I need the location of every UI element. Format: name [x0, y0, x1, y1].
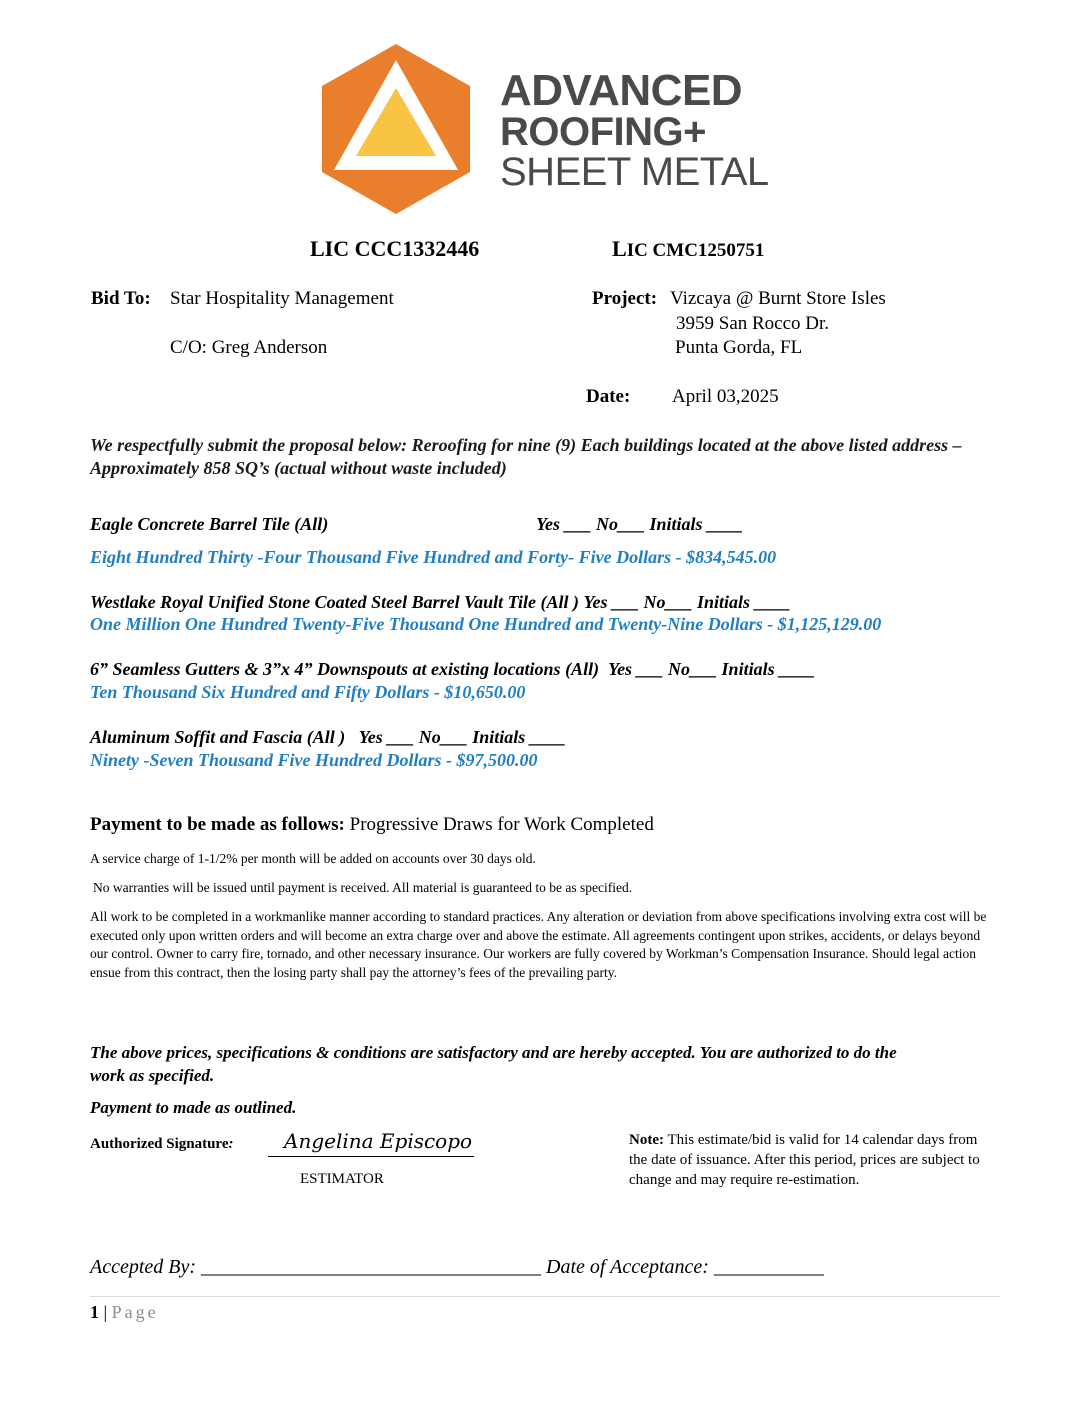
item-westlake-tile-options: Yes ___ No___ Initials ____ [583, 592, 791, 612]
item-westlake-tile-price: One Million One Hundred Twenty-Five Thousand One Hundred and Twenty-Nine Dollars - $1,125,129.00 [90, 614, 882, 634]
bid-to-label: Bid To: [91, 288, 151, 309]
authorized-signature-label: Authorized Signature: [90, 1136, 234, 1152]
signature-script: Angelina Episcopo [284, 1129, 473, 1153]
logo-text-roofing: ROOFING+ [500, 110, 707, 154]
item-eagle-tile-name: Eagle Concrete Barrel Tile (All) [90, 514, 329, 534]
terms-text: All work to be completed in a workmanlike manner according to standard practices. Any alteration or deviation from above specifications involving extra cost will be executed only upon written orders and will become an extra charge over and above the estimate. All agreements contingent upon strikes, accidents, or delays beyond our control. Owner to carry fire, tornado, and other necessary insurance. Our workers are fully covered by Workman’s Compensation Insurance. Should legal action ensue from this contract, then the losing party shall pay the attorney’s fees of the prevailing party. [90, 909, 987, 980]
bid-to-care-of: C/O: Greg Anderson [170, 337, 328, 358]
project-name: Vizcaya @ Burnt Store Isles [670, 288, 886, 309]
license-ccc: LIC CCC1332446 [310, 236, 480, 261]
warranty-text: No warranties will be issued until payment is received. All material is guaranteed to be as specified. [93, 880, 633, 895]
date-value: April 03,2025 [672, 386, 779, 407]
payment-terms-heading: Payment to be made as follows: Progressive Draws for Work Completed [90, 814, 654, 835]
footer-divider [90, 1296, 1000, 1297]
item-soffit-fascia-price: Ninety -Seven Thousand Five Hundred Dollars - $97,500.00 [90, 750, 538, 770]
validity-note: Note: This estimate/bid is valid for 14 calendar days from the date of issuance. After this period, prices are subject to change and may require re-estimation. [629, 1132, 980, 1188]
item-eagle-tile-price: Eight Hundred Thirty -Four Thousand Five Hundred and Forty- Five Dollars - $834,545.00 [90, 547, 777, 567]
item-gutters: 6” Seamless Gutters & 3”x 4” Downspouts at existing locations (All) Yes ___ No___ Initials ____ [90, 659, 816, 679]
signer-title: ESTIMATOR [300, 1171, 384, 1187]
service-charge-text: A service charge of 1-1/2% per month will be added on accounts over 30 days old. [90, 851, 536, 866]
item-soffit-fascia: Aluminum Soffit and Fascia (All ) Yes ___ No___ Initials ____ [90, 727, 566, 747]
signature-line [268, 1155, 474, 1157]
logo-text-advanced: ADVANCED [500, 66, 743, 115]
project-address-line2: Punta Gorda, FL [675, 337, 803, 358]
license-cmc: LIC CMC1250751 [612, 236, 765, 261]
proposal-intro: We respectfully submit the proposal below: Reroofing for nine (9) Each buildings located at the above listed address – Approximately 858 SQ’s (actual without waste included) [90, 435, 962, 478]
accepted-by-line: Accepted By: __________________________________ Date of Acceptance: ___________ [90, 1256, 824, 1278]
item-gutters-price: Ten Thousand Six Hundred and Fifty Dollars - $10,650.00 [90, 682, 526, 702]
item-westlake-tile: Westlake Royal Unified Stone Coated Steel Barrel Vault Tile (All ) Yes ___ No___ Initials ____ [90, 592, 791, 612]
bid-to-company: Star Hospitality Management [170, 288, 394, 309]
project-address-line1: 3959 San Rocco Dr. [676, 313, 830, 334]
item-gutters-options: Yes ___ No___ Initials ____ [608, 659, 816, 679]
date-label: Date: [586, 386, 631, 407]
payment-outlined: Payment to made as outlined. [90, 1098, 297, 1117]
roof-triangle-icon [322, 44, 470, 214]
item-eagle-tile-options: Yes ___ No___ Initials ____ [536, 514, 744, 534]
project-label: Project: [592, 288, 658, 309]
page-number: 1 | Page [90, 1302, 159, 1322]
logo-text-sheet-metal: SHEET METAL [500, 150, 769, 194]
acceptance-statement: The above prices, specifications & conditions are satisfactory and are hereby accepted. You are authorized to do the work as specified. [90, 1043, 897, 1085]
item-soffit-fascia-options: Yes ___ No___ Initials ____ [358, 727, 566, 747]
company-logo-mark [322, 44, 470, 214]
